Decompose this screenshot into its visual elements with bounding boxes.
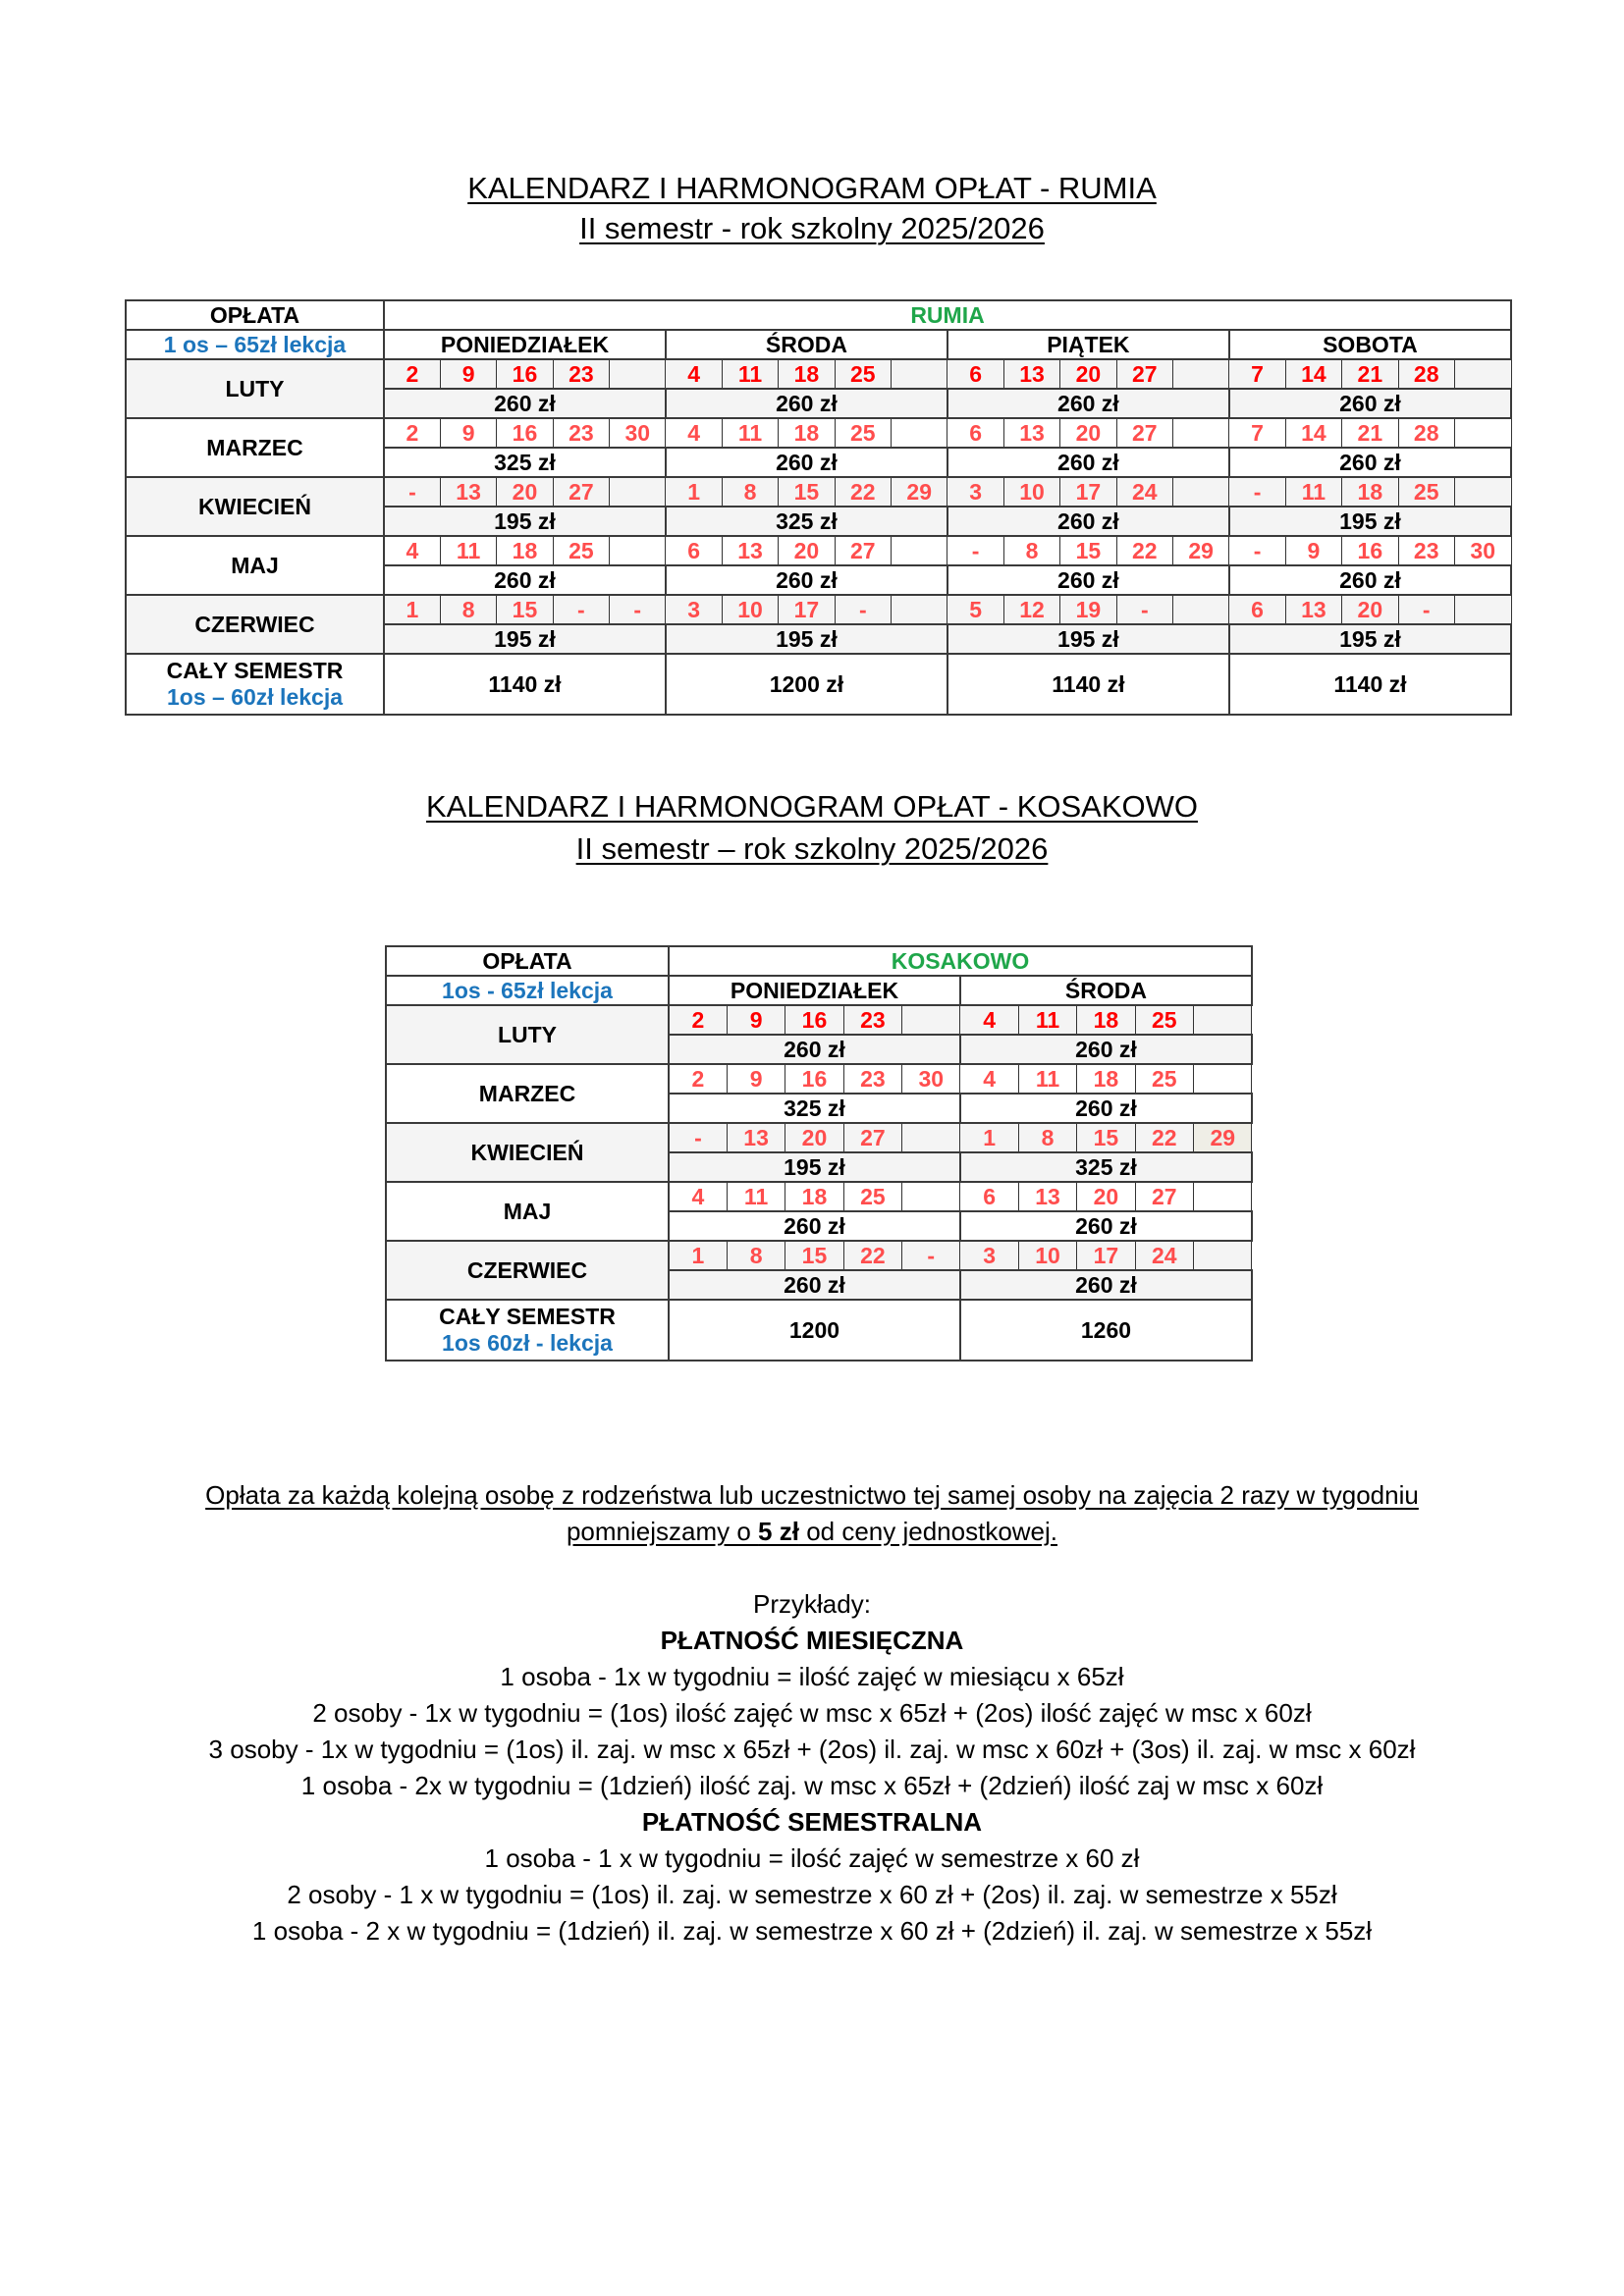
semester-heading: PŁATNOŚĆ SEMESTRALNA bbox=[641, 1807, 983, 1837]
month-price: 325 zł bbox=[960, 1152, 1252, 1182]
notes-section bbox=[0, 1477, 1624, 1949]
month-label: CZERWIEC bbox=[126, 595, 384, 654]
date-cell: 8 bbox=[1018, 1123, 1076, 1152]
discount-amount: 5 zł bbox=[758, 1517, 799, 1546]
date-cell bbox=[892, 359, 947, 389]
date-cell: 20 bbox=[1077, 1182, 1135, 1211]
date-cell: 29 bbox=[892, 477, 947, 507]
date-cell: 6 bbox=[947, 359, 1003, 389]
month-label: KWIECIEŃ bbox=[386, 1123, 669, 1182]
date-cell: 30 bbox=[1454, 536, 1511, 565]
date-cell: 23 bbox=[553, 418, 609, 448]
rumia-fee-table bbox=[125, 299, 1512, 716]
date-cell: 20 bbox=[1060, 418, 1116, 448]
date-cell: 11 bbox=[722, 418, 778, 448]
date-cell: 15 bbox=[497, 595, 553, 624]
date-cell bbox=[1172, 359, 1228, 389]
date-cell: - bbox=[902, 1241, 960, 1270]
month-price: 260 zł bbox=[947, 448, 1229, 477]
date-cell: 10 bbox=[1018, 1241, 1076, 1270]
date-cell: 4 bbox=[666, 418, 722, 448]
fee-label: OPŁATA bbox=[386, 946, 669, 976]
date-cell: 8 bbox=[440, 595, 496, 624]
date-cell: 29 bbox=[1194, 1123, 1252, 1152]
semester-total: 1140 zł bbox=[384, 654, 666, 715]
date-cell: 23 bbox=[843, 1064, 901, 1094]
date-cell: 4 bbox=[666, 359, 722, 389]
date-cell: 16 bbox=[1342, 536, 1398, 565]
month-price: 260 zł bbox=[1229, 565, 1511, 595]
date-cell: - bbox=[1398, 595, 1454, 624]
date-cell: 13 bbox=[440, 477, 496, 507]
month-label: MARZEC bbox=[386, 1064, 669, 1123]
date-cell: 11 bbox=[727, 1182, 785, 1211]
date-cell: 9 bbox=[727, 1005, 785, 1035]
date-cell: 8 bbox=[722, 477, 778, 507]
date-cell: 18 bbox=[1077, 1064, 1135, 1094]
date-cell: 25 bbox=[1135, 1005, 1193, 1035]
date-cell: 20 bbox=[779, 536, 835, 565]
date-cell: 13 bbox=[722, 536, 778, 565]
date-cell bbox=[892, 595, 947, 624]
date-cell bbox=[610, 536, 666, 565]
semester-label-cell bbox=[126, 654, 384, 715]
date-cell: 20 bbox=[785, 1123, 843, 1152]
date-cell bbox=[1194, 1005, 1252, 1035]
date-cell: 25 bbox=[1135, 1064, 1193, 1094]
month-price: 260 zł bbox=[947, 389, 1229, 418]
date-cell: 19 bbox=[1060, 595, 1116, 624]
date-cell: 13 bbox=[1285, 595, 1341, 624]
semester-label: CAŁY SEMESTR bbox=[166, 658, 344, 683]
monthly-examples bbox=[0, 1659, 1624, 1804]
date-cell: 11 bbox=[1285, 477, 1341, 507]
kosakowo-fee-table bbox=[385, 945, 1253, 1362]
date-cell: 8 bbox=[1003, 536, 1059, 565]
example-line: 2 osoby - 1x w tygodniu = (1os) ilość zajęć w msc x 65zł + (2os) ilość zajęć w msc x 60zł bbox=[312, 1698, 1312, 1728]
date-cell: - bbox=[610, 595, 666, 624]
month-price: 260 zł bbox=[384, 565, 666, 595]
date-cell bbox=[1172, 477, 1228, 507]
month-label: LUTY bbox=[386, 1005, 669, 1064]
date-cell: 11 bbox=[1018, 1064, 1076, 1094]
month-price: 260 zł bbox=[960, 1211, 1252, 1241]
date-cell: 6 bbox=[666, 536, 722, 565]
date-cell: 14 bbox=[1285, 359, 1341, 389]
date-cell bbox=[1194, 1241, 1252, 1270]
example-line: 3 osoby - 1x w tygodniu = (1os) il. zaj. w msc x 65zł + (2os) il. zaj. w msc x 60zł + (3os) il. zaj. w msc x 60zł bbox=[208, 1735, 1416, 1764]
date-cell: 15 bbox=[779, 477, 835, 507]
kosakowo-title: KALENDARZ I HARMONOGRAM OPŁAT - KOSAKOWO bbox=[425, 789, 1199, 824]
date-cell: 28 bbox=[1398, 418, 1454, 448]
date-cell: 4 bbox=[960, 1005, 1018, 1035]
date-cell: 20 bbox=[497, 477, 553, 507]
date-cell: - bbox=[1116, 595, 1172, 624]
date-cell: - bbox=[835, 595, 891, 624]
date-cell: - bbox=[669, 1123, 727, 1152]
example-line: 1 osoba - 2x w tygodniu = (1dzień) ilość zaj. w msc x 65zł + (2dzień) ilość zaj w msc x 60zł bbox=[300, 1771, 1324, 1800]
semester-total: 1140 zł bbox=[947, 654, 1229, 715]
date-cell bbox=[610, 359, 666, 389]
day-header: PONIEDZIAŁEK bbox=[384, 330, 666, 359]
date-cell: 16 bbox=[497, 359, 553, 389]
city-name: KOSAKOWO bbox=[669, 946, 1252, 976]
date-cell: 3 bbox=[960, 1241, 1018, 1270]
date-cell: 9 bbox=[1285, 536, 1341, 565]
month-price: 325 zł bbox=[666, 507, 947, 536]
date-cell: 27 bbox=[1116, 359, 1172, 389]
month-price: 195 zł bbox=[384, 507, 666, 536]
date-cell: 15 bbox=[785, 1241, 843, 1270]
date-cell: 14 bbox=[1285, 418, 1341, 448]
date-cell bbox=[892, 536, 947, 565]
date-cell: 30 bbox=[610, 418, 666, 448]
date-cell: 17 bbox=[1077, 1241, 1135, 1270]
example-line: 2 osoby - 1 x w tygodniu = (1os) il. zaj. w semestrze x 60 zł + (2os) il. zaj. w semestrze x 55zł bbox=[287, 1880, 1337, 1909]
date-cell: 27 bbox=[1135, 1182, 1193, 1211]
date-cell bbox=[1172, 595, 1228, 624]
date-cell: 16 bbox=[497, 418, 553, 448]
date-cell: 4 bbox=[669, 1182, 727, 1211]
date-cell: 27 bbox=[553, 477, 609, 507]
date-cell: 23 bbox=[843, 1005, 901, 1035]
date-cell bbox=[1454, 359, 1511, 389]
kosakowo-subtitle: II semestr – rok szkolny 2025/2026 bbox=[575, 831, 1049, 866]
rate-label: 1 os – 65zł lekcja bbox=[126, 330, 384, 359]
date-cell bbox=[902, 1123, 960, 1152]
semester-label-cell bbox=[386, 1300, 669, 1361]
month-price: 195 zł bbox=[384, 624, 666, 654]
date-cell: 22 bbox=[1116, 536, 1172, 565]
day-header: ŚRODA bbox=[666, 330, 947, 359]
city-name: RUMIA bbox=[384, 300, 1511, 330]
day-header: PIĄTEK bbox=[947, 330, 1229, 359]
semester-rate: 1os – 60zł lekcja bbox=[166, 684, 343, 710]
date-cell: 2 bbox=[384, 418, 440, 448]
date-cell: 18 bbox=[497, 536, 553, 565]
date-cell bbox=[610, 477, 666, 507]
date-cell: 18 bbox=[1342, 477, 1398, 507]
day-header: SOBOTA bbox=[1229, 330, 1511, 359]
date-cell: 22 bbox=[1135, 1123, 1193, 1152]
date-cell bbox=[1454, 418, 1511, 448]
semester-total: 1260 bbox=[960, 1300, 1252, 1361]
examples-label: Przykłady: bbox=[753, 1589, 871, 1619]
semester-rate: 1os 60zł - lekcja bbox=[442, 1330, 613, 1356]
month-price: 260 zł bbox=[669, 1035, 960, 1064]
date-cell: 25 bbox=[553, 536, 609, 565]
month-label: CZERWIEC bbox=[386, 1241, 669, 1300]
rumia-subtitle: II semestr - rok szkolny 2025/2026 bbox=[579, 211, 1045, 245]
month-price: 325 zł bbox=[384, 448, 666, 477]
date-cell: 2 bbox=[669, 1005, 727, 1035]
date-cell: 1 bbox=[960, 1123, 1018, 1152]
month-price: 260 zł bbox=[666, 389, 947, 418]
date-cell: 30 bbox=[902, 1064, 960, 1094]
month-price: 260 zł bbox=[960, 1094, 1252, 1123]
month-price: 260 zł bbox=[960, 1270, 1252, 1300]
date-cell: 13 bbox=[1003, 418, 1059, 448]
date-cell: - bbox=[384, 477, 440, 507]
month-price: 325 zł bbox=[669, 1094, 960, 1123]
semester-total: 1140 zł bbox=[1229, 654, 1511, 715]
date-cell: 1 bbox=[384, 595, 440, 624]
date-cell: 12 bbox=[1003, 595, 1059, 624]
month-price: 260 zł bbox=[947, 565, 1229, 595]
date-cell: 11 bbox=[1018, 1005, 1076, 1035]
fee-label: OPŁATA bbox=[126, 300, 384, 330]
date-cell: 2 bbox=[669, 1064, 727, 1094]
date-cell: 4 bbox=[960, 1064, 1018, 1094]
date-cell: 21 bbox=[1342, 359, 1398, 389]
date-cell: 10 bbox=[1003, 477, 1059, 507]
date-cell: 6 bbox=[947, 418, 1003, 448]
date-cell: 1 bbox=[669, 1241, 727, 1270]
date-cell: 29 bbox=[1172, 536, 1228, 565]
date-cell: 13 bbox=[1003, 359, 1059, 389]
date-cell: 24 bbox=[1116, 477, 1172, 507]
date-cell: 18 bbox=[779, 418, 835, 448]
date-cell: 18 bbox=[779, 359, 835, 389]
month-price: 260 zł bbox=[384, 389, 666, 418]
day-header: PONIEDZIAŁEK bbox=[669, 976, 960, 1005]
date-cell: - bbox=[1229, 477, 1285, 507]
date-cell: 11 bbox=[440, 536, 496, 565]
date-cell bbox=[892, 418, 947, 448]
date-cell: 24 bbox=[1135, 1241, 1193, 1270]
month-price: 195 zł bbox=[1229, 624, 1511, 654]
example-line: 1 osoba - 1x w tygodniu = ilość zajęć w miesiącu x 65zł bbox=[500, 1662, 1124, 1691]
month-price: 260 zł bbox=[947, 507, 1229, 536]
semester-total: 1200 zł bbox=[666, 654, 947, 715]
date-cell: 27 bbox=[835, 536, 891, 565]
month-price: 260 zł bbox=[1229, 448, 1511, 477]
date-cell: 7 bbox=[1229, 359, 1285, 389]
date-cell: 4 bbox=[384, 536, 440, 565]
date-cell: 1 bbox=[666, 477, 722, 507]
semester-label: CAŁY SEMESTR bbox=[439, 1304, 616, 1329]
month-price: 195 zł bbox=[666, 624, 947, 654]
date-cell: 15 bbox=[1060, 536, 1116, 565]
date-cell: 11 bbox=[722, 359, 778, 389]
month-label: MARZEC bbox=[126, 418, 384, 477]
month-price: 195 zł bbox=[1229, 507, 1511, 536]
month-price: 260 zł bbox=[960, 1035, 1252, 1064]
date-cell: 27 bbox=[843, 1123, 901, 1152]
date-cell: 16 bbox=[785, 1064, 843, 1094]
date-cell bbox=[1194, 1182, 1252, 1211]
date-cell: - bbox=[947, 536, 1003, 565]
monthly-heading: PŁATNOŚĆ MIESIĘCZNA bbox=[660, 1626, 964, 1655]
month-price: 260 zł bbox=[666, 448, 947, 477]
date-cell: - bbox=[1229, 536, 1285, 565]
date-cell: 17 bbox=[779, 595, 835, 624]
date-cell: 8 bbox=[727, 1241, 785, 1270]
month-price: 260 zł bbox=[1229, 389, 1511, 418]
date-cell: 6 bbox=[960, 1182, 1018, 1211]
date-cell: 25 bbox=[1398, 477, 1454, 507]
month-price: 260 zł bbox=[669, 1270, 960, 1300]
date-cell: 23 bbox=[1398, 536, 1454, 565]
date-cell: 10 bbox=[722, 595, 778, 624]
discount-line-1: Opłata za każdą kolejną osobę z rodzeństwa lub uczestnictwo tej samej osoby na zajęcia 2 razy w tygodniu bbox=[205, 1480, 1419, 1510]
day-header: ŚRODA bbox=[960, 976, 1252, 1005]
rumia-title: KALENDARZ I HARMONOGRAM OPŁAT - RUMIA bbox=[467, 171, 1157, 205]
date-cell bbox=[902, 1182, 960, 1211]
month-price: 195 zł bbox=[947, 624, 1229, 654]
month-price: 260 zł bbox=[669, 1211, 960, 1241]
example-line: 1 osoba - 2 x w tygodniu = (1dzień) il. zaj. w semestrze x 60 zł + (2dzień) il. zaj. w semestrze x 55zł bbox=[251, 1916, 1373, 1946]
month-label: MAJ bbox=[386, 1182, 669, 1241]
rate-label: 1os - 65zł lekcja bbox=[386, 976, 669, 1005]
date-cell: 27 bbox=[1116, 418, 1172, 448]
date-cell: 13 bbox=[1018, 1182, 1076, 1211]
date-cell: 5 bbox=[947, 595, 1003, 624]
date-cell: 20 bbox=[1060, 359, 1116, 389]
date-cell: 18 bbox=[785, 1182, 843, 1211]
date-cell bbox=[902, 1005, 960, 1035]
date-cell: 16 bbox=[785, 1005, 843, 1035]
date-cell: 3 bbox=[666, 595, 722, 624]
date-cell: 23 bbox=[553, 359, 609, 389]
date-cell: 2 bbox=[384, 359, 440, 389]
date-cell: 6 bbox=[1229, 595, 1285, 624]
date-cell: 9 bbox=[727, 1064, 785, 1094]
date-cell: 18 bbox=[1077, 1005, 1135, 1035]
example-line: 1 osoba - 1 x w tygodniu = ilość zajęć w semestrze x 60 zł bbox=[484, 1843, 1140, 1873]
date-cell bbox=[1454, 595, 1511, 624]
date-cell: 22 bbox=[843, 1241, 901, 1270]
date-cell: 25 bbox=[835, 418, 891, 448]
date-cell: 25 bbox=[835, 359, 891, 389]
semester-total: 1200 bbox=[669, 1300, 960, 1361]
month-price: 195 zł bbox=[669, 1152, 960, 1182]
month-label: KWIECIEŃ bbox=[126, 477, 384, 536]
date-cell: 13 bbox=[727, 1123, 785, 1152]
discount-line-2: pomniejszamy o 5 zł od ceny jednostkowej. bbox=[566, 1517, 1058, 1546]
date-cell bbox=[1454, 477, 1511, 507]
date-cell bbox=[1194, 1064, 1252, 1094]
month-label: MAJ bbox=[126, 536, 384, 595]
date-cell: 28 bbox=[1398, 359, 1454, 389]
date-cell: 25 bbox=[843, 1182, 901, 1211]
date-cell: 21 bbox=[1342, 418, 1398, 448]
date-cell bbox=[1172, 418, 1228, 448]
date-cell: - bbox=[553, 595, 609, 624]
date-cell: 3 bbox=[947, 477, 1003, 507]
month-price: 260 zł bbox=[666, 565, 947, 595]
date-cell: 22 bbox=[835, 477, 891, 507]
date-cell: 15 bbox=[1077, 1123, 1135, 1152]
date-cell: 20 bbox=[1342, 595, 1398, 624]
date-cell: 9 bbox=[440, 418, 496, 448]
date-cell: 7 bbox=[1229, 418, 1285, 448]
date-cell: 17 bbox=[1060, 477, 1116, 507]
semester-examples bbox=[0, 1841, 1624, 1949]
month-label: LUTY bbox=[126, 359, 384, 418]
date-cell: 9 bbox=[440, 359, 496, 389]
